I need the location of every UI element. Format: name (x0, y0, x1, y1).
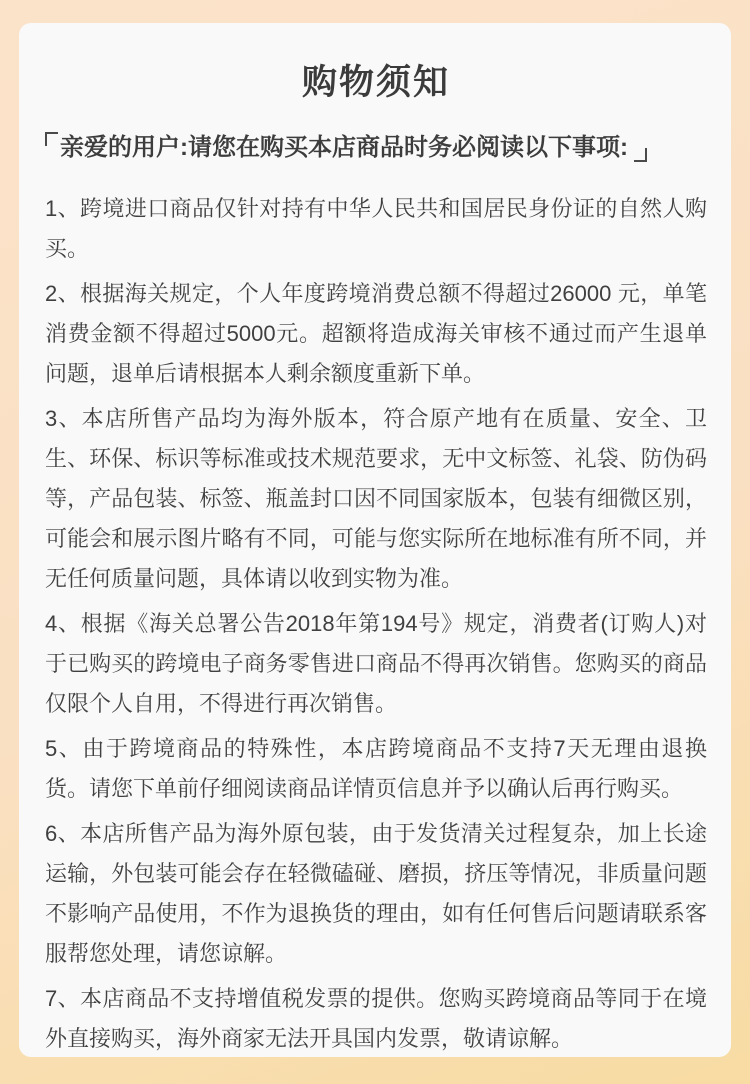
notice-item-4: 4、根据《海关总署公告2018年第194号》规定，消费者(订购人)对于已购买的跨境电子商务零售进口商品不得再次销售。您购买的商品仅限个人自用，不得进行再次销售。 (45, 611, 707, 717)
notice-item-5: 5、由于跨境商品的特殊性，本店跨境商品不支持7天无理由退换货。请您下单前仔细阅读商品详情页信息并予以确认后再行购买。 (45, 736, 707, 802)
notice-item-2: 2、根据海关规定，个人年度跨境消费总额不得超过26000 元，单笔消费金额不得超过5000元。超额将造成海关审核不通过而产生退单问题，退单后请根据本人剩余额度重新下单。 (45, 281, 707, 387)
notice-item-6: 6、本店所售产品为海外原包装，由于发货清关过程复杂，加上长途运输，外包装可能会存在轻微磕碰、磨损，挤压等情况，非质量问题不影响产品使用，不作为退换货的理由，如有任何售后问题请联系客服帮您处理，请您谅解。 (45, 821, 707, 967)
notice-header-text: 亲爱的用户:请您在购买本店商品时务必阅读以下事项: (60, 134, 628, 161)
notice-item-3: 3、本店所售产品均为海外版本，符合原产地有在质量、安全、卫生、环保、标识等标准或技术规范要求，无中文标签、礼袋、防伪码等，产品包装、标签、瓶盖封口因不同国家版本，包装有细微区别，可能会和展示图片略有不同，可能与您实际所在地标准有所不同，并无任何质量问题，具体请以收到实物为准。 (45, 406, 707, 592)
page-title: 购物须知 (301, 63, 450, 102)
notice-item-7: 7、本店商品不支持增值税发票的提供。您购买跨境商品等同于在境外直接购买，海外商家无法开具国内发票，敬请谅解。 (45, 986, 707, 1052)
notice-list (45, 189, 707, 1059)
notice-item-1: 1、跨境进口商品仅针对持有中华人民共和国居民身份证的自然人购买。 (45, 196, 707, 262)
corner-bracket-top-left-icon (45, 132, 58, 146)
notice-card (19, 23, 731, 1057)
notice-header (45, 132, 707, 163)
corner-bracket-bottom-right-icon (634, 148, 647, 162)
